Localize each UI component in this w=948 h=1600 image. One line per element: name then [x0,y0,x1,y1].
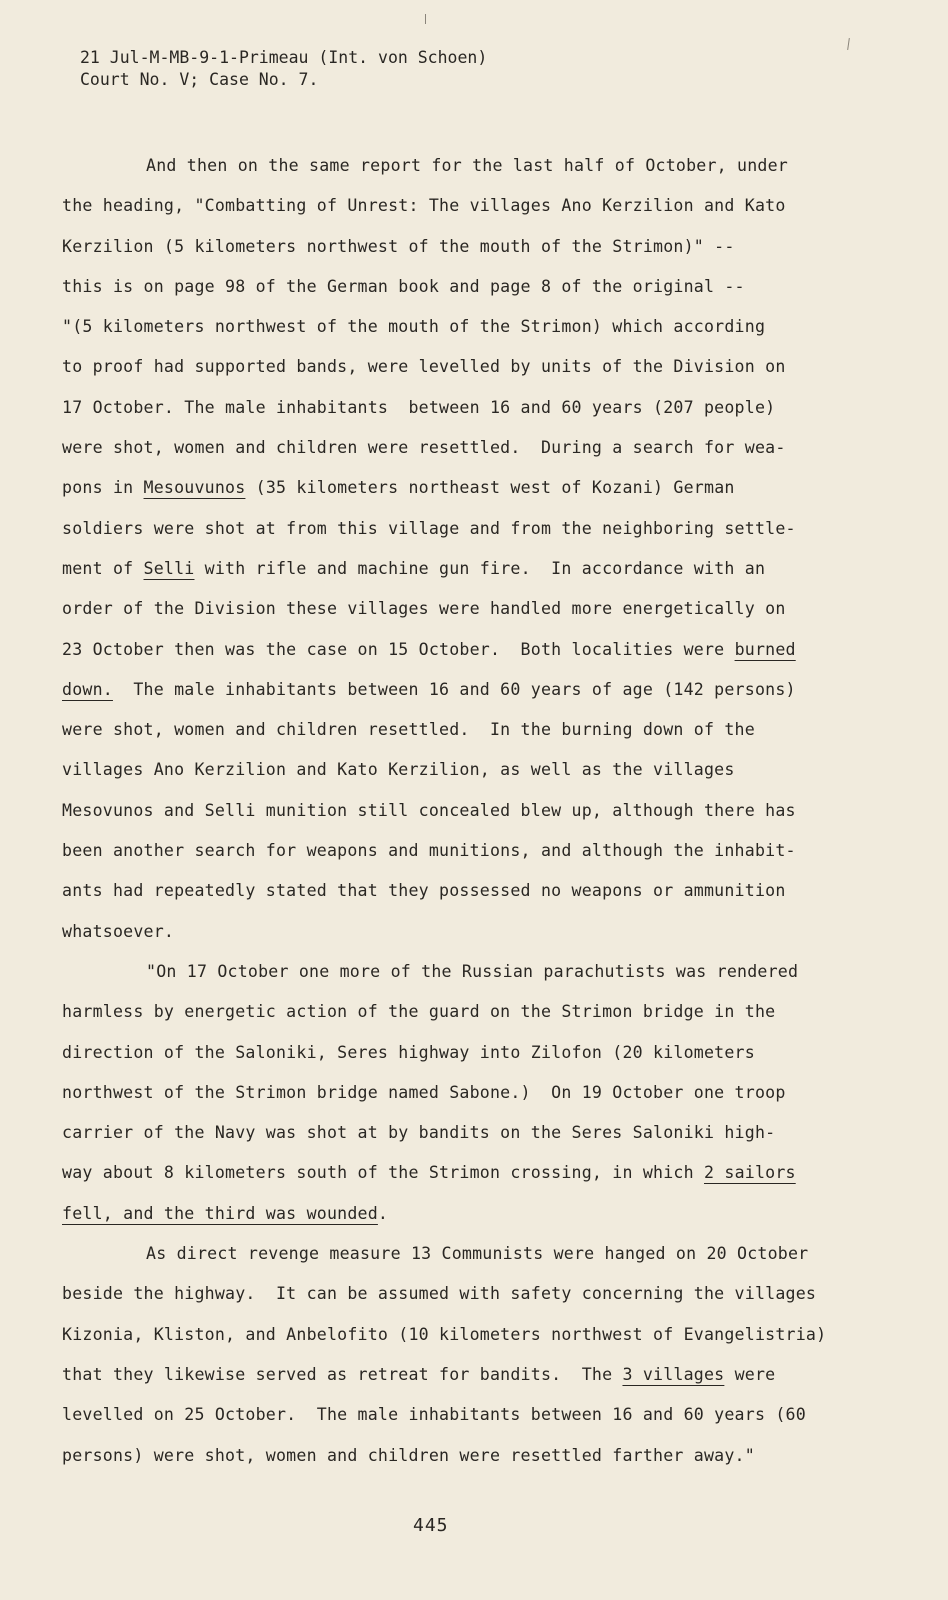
text-line: the heading, "Combatting of Unrest: The villages Ano Kerzilion and Kato [62,196,786,216]
text-line: order of the Division these villages were handled more energetically on [62,599,786,619]
text-run: The male inhabitants between 16 and 60 years of age (142 persons) [112,679,796,699]
underlined-text: Selli [143,558,195,578]
text-line: soldiers were shot at from this village and from the neighboring settle- [62,518,796,538]
paper-mark [847,38,850,50]
text-line: carrier of the Navy was shot at by bandits on the Seres Saloniki high- [62,1123,776,1143]
text-line [62,1355,832,1395]
text-run: (35 kilometers northeast west of Kozani) German [245,478,735,498]
underlined-text: 2 sailors [704,1163,796,1183]
text-line: Mesovunos and Selli munition still concealed blew up, although there has [62,800,796,820]
text-run: pons in [62,478,144,498]
text-line: "On 17 October one more of the Russian parachutists was rendered [146,961,799,981]
text-line: beside the highway. It can be assumed with safety concerning the villages [62,1284,817,1304]
text-line: persons) were shot, women and children were resettled farther away." [62,1445,755,1465]
text-line: were shot, women and children resettled. In the burning down of the [62,720,755,740]
text-run: were [724,1364,776,1384]
header-line: Court No. V; Case No. 7. [80,70,319,89]
underlined-text: Mesouvunos [143,478,246,498]
text-line: been another search for weapons and munitions, and although the inhabit- [62,841,796,861]
text-line: 17 October. The male inhabitants between 16 and 60 years (207 people) [62,397,776,417]
transcript-body [62,146,832,1476]
text-line [62,468,832,508]
underlined-text: down. [62,679,113,699]
text-line: Kerzilion (5 kilometers northwest of the mouth of the Strimon)" -- [62,236,735,256]
text-run: 23 October then was the case on 15 October. Both localities were [62,639,735,659]
text-line: to proof had supported bands, were levelled by units of the Division on [62,357,786,377]
text-line [62,1153,832,1193]
text-line: levelled on 25 October. The male inhabitants between 16 and 60 years (60 [62,1405,806,1425]
text-line [62,630,832,670]
text-line: And then on the same report for the last half of October, under [146,156,788,175]
text-line: whatsoever. [62,921,175,941]
text-line: this is on page 98 of the German book and page 8 of the original -- [62,276,745,296]
text-line: As direct revenge measure 13 Communists were hanged on 20 October [146,1244,809,1264]
text-line: direction of the Saloniki, Seres highway into Zilofon (20 kilometers [62,1042,755,1062]
document-header [80,47,487,91]
page-number: 445 [413,1515,449,1536]
underlined-text: fell, and the third was wounded [62,1203,378,1223]
text-line: Kizonia, Kliston, and Anbelofito (10 kilometers northwest of Evangelistria) [62,1324,827,1344]
underlined-text: 3 villages [622,1364,725,1384]
text-line: were shot, women and children were resettled. During a search for wea- [62,438,786,458]
text-line: ants had repeatedly stated that they possessed no weapons or ammunition [62,881,786,901]
text-line: northwest of the Strimon bridge named Sabone.) On 19 October one troop [62,1082,786,1102]
header-line: 21 Jul-M-MB-9-1-Primeau (Int. von Schoen) [80,48,488,67]
text-run: with rifle and machine gun fire. In accordance with an [194,558,766,578]
underlined-text: burned [734,639,796,659]
text-line: villages Ano Kerzilion and Kato Kerzilion, as well as the villages [62,760,735,780]
text-run: that they likewise served as retreat for bandits. The [62,1364,623,1384]
text-line: "(5 kilometers northwest of the mouth of the Strimon) which according [62,317,766,337]
paper-mark [425,14,426,24]
text-run: way about 8 kilometers south of the Strimon crossing, in which [62,1163,704,1183]
text-line [62,549,832,589]
text-line [62,1194,832,1234]
text-line [62,670,832,710]
text-run: ment of [62,558,144,578]
text-run: . [377,1203,389,1223]
text-line: harmless by energetic action of the guard on the Strimon bridge in the [62,1002,776,1022]
